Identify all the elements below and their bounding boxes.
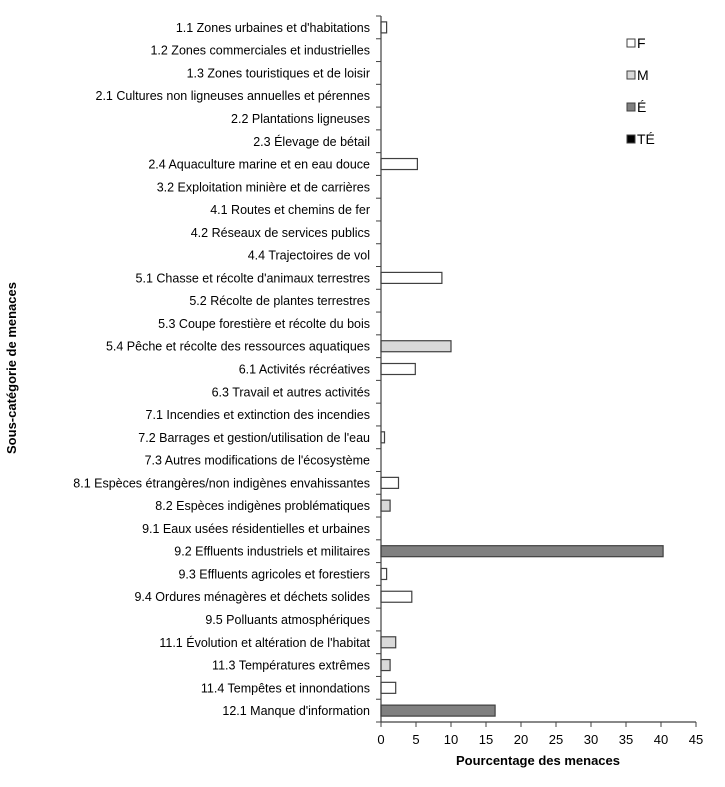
category-label: 9.5 Polluants atmosphériques [205,613,370,628]
bar [381,272,442,283]
x-tick-label: 35 [618,732,634,747]
category-label: 9.3 Effluents agricoles et forestiers [178,567,370,582]
legend-swatch [627,135,635,143]
legend-label: F [637,35,646,51]
x-tick-label: 15 [478,732,494,747]
category-label: 1.3 Zones touristiques et de loisir [186,66,370,81]
category-label: 5.2 Récolte de plantes terrestres [189,294,370,309]
category-label: 12.1 Manque d'information [222,704,370,719]
bar [381,22,387,33]
category-label: 5.3 Coupe forestière et récolte du bois [158,316,370,331]
bar [381,591,412,602]
bar [381,705,495,716]
category-label: 4.2 Réseaux de services publics [190,225,370,240]
category-label: 2.1 Cultures non ligneuses annuelles et pérennes [95,89,370,104]
x-tick-label: 45 [688,732,704,747]
bar [381,637,396,648]
x-tick-label: 25 [548,732,564,747]
x-tick-labels [377,732,703,747]
category-label: 9.4 Ordures ménagères et déchets solides [134,590,370,605]
category-label: 8.2 Espèces indigènes problématiques [155,499,370,514]
legend-swatch [627,71,635,79]
category-label: 7.1 Incendies et extinction des incendies [145,408,370,423]
axes [376,16,696,727]
x-tick-label: 40 [653,732,669,747]
category-label: 4.1 Routes et chemins de fer [210,203,370,218]
category-label: 11.1 Évolution et altération de l'habitat [159,635,370,650]
category-label: 9.2 Effluents industriels et militaires [174,544,370,559]
category-labels [73,21,370,718]
legend [627,35,655,147]
category-label: 2.3 Élevage de bétail [253,134,370,149]
x-tick-label: 30 [583,732,599,747]
x-axis-title: Pourcentage des menaces [455,753,621,768]
category-label: 7.3 Autres modifications de l'écosystème [144,453,370,468]
legend-swatch [627,103,635,111]
x-tick-label: 20 [513,732,529,747]
bar [381,682,396,693]
category-label: 11.4 Tempêtes et innondations [200,681,370,696]
bar [381,500,390,511]
legend-label: É [637,99,647,115]
bar [381,341,451,352]
category-label: 1.2 Zones commerciales et industrielles [150,43,370,58]
bar [381,159,417,170]
legend-swatch [627,39,635,47]
category-label: 6.1 Activités récréatives [238,362,370,377]
x-tick-label: 5 [412,732,420,747]
x-tick-label: 10 [443,732,459,747]
category-label: 2.2 Plantations ligneuses [231,111,370,126]
y-axis-title: Sous-catégorie de menaces [4,282,19,454]
category-label: 4.4 Trajectoires de vol [247,248,370,263]
category-label: 1.1 Zones urbaines et d'habitations [175,20,370,35]
category-label: 2.4 Aquaculture marine et en eau douce [148,157,370,172]
bars [381,22,663,716]
category-label: 5.1 Chasse et récolte d'animaux terrestres [135,271,370,286]
legend-label: M [637,67,649,83]
bar [381,660,390,671]
category-label: 9.1 Eaux usées résidentielles et urbaines [142,521,370,536]
bar [381,568,387,579]
bar [381,364,415,375]
category-label: 7.2 Barrages et gestion/utilisation de l'eau [138,430,370,445]
bar [381,477,399,488]
category-label: 11.3 Températures extrêmes [212,658,370,673]
category-label: 8.1 Espèces étrangères/non indigènes envahissantes [73,476,370,491]
legend-label: TÉ [637,131,655,147]
category-label: 3.2 Exploitation minière et de carrières [156,180,370,195]
x-tick-label: 0 [377,732,385,747]
category-label: 5.4 Pêche et récolte des ressources aquatiques [105,339,370,354]
bar [381,546,663,557]
category-label: 6.3 Travail et autres activités [211,385,370,400]
